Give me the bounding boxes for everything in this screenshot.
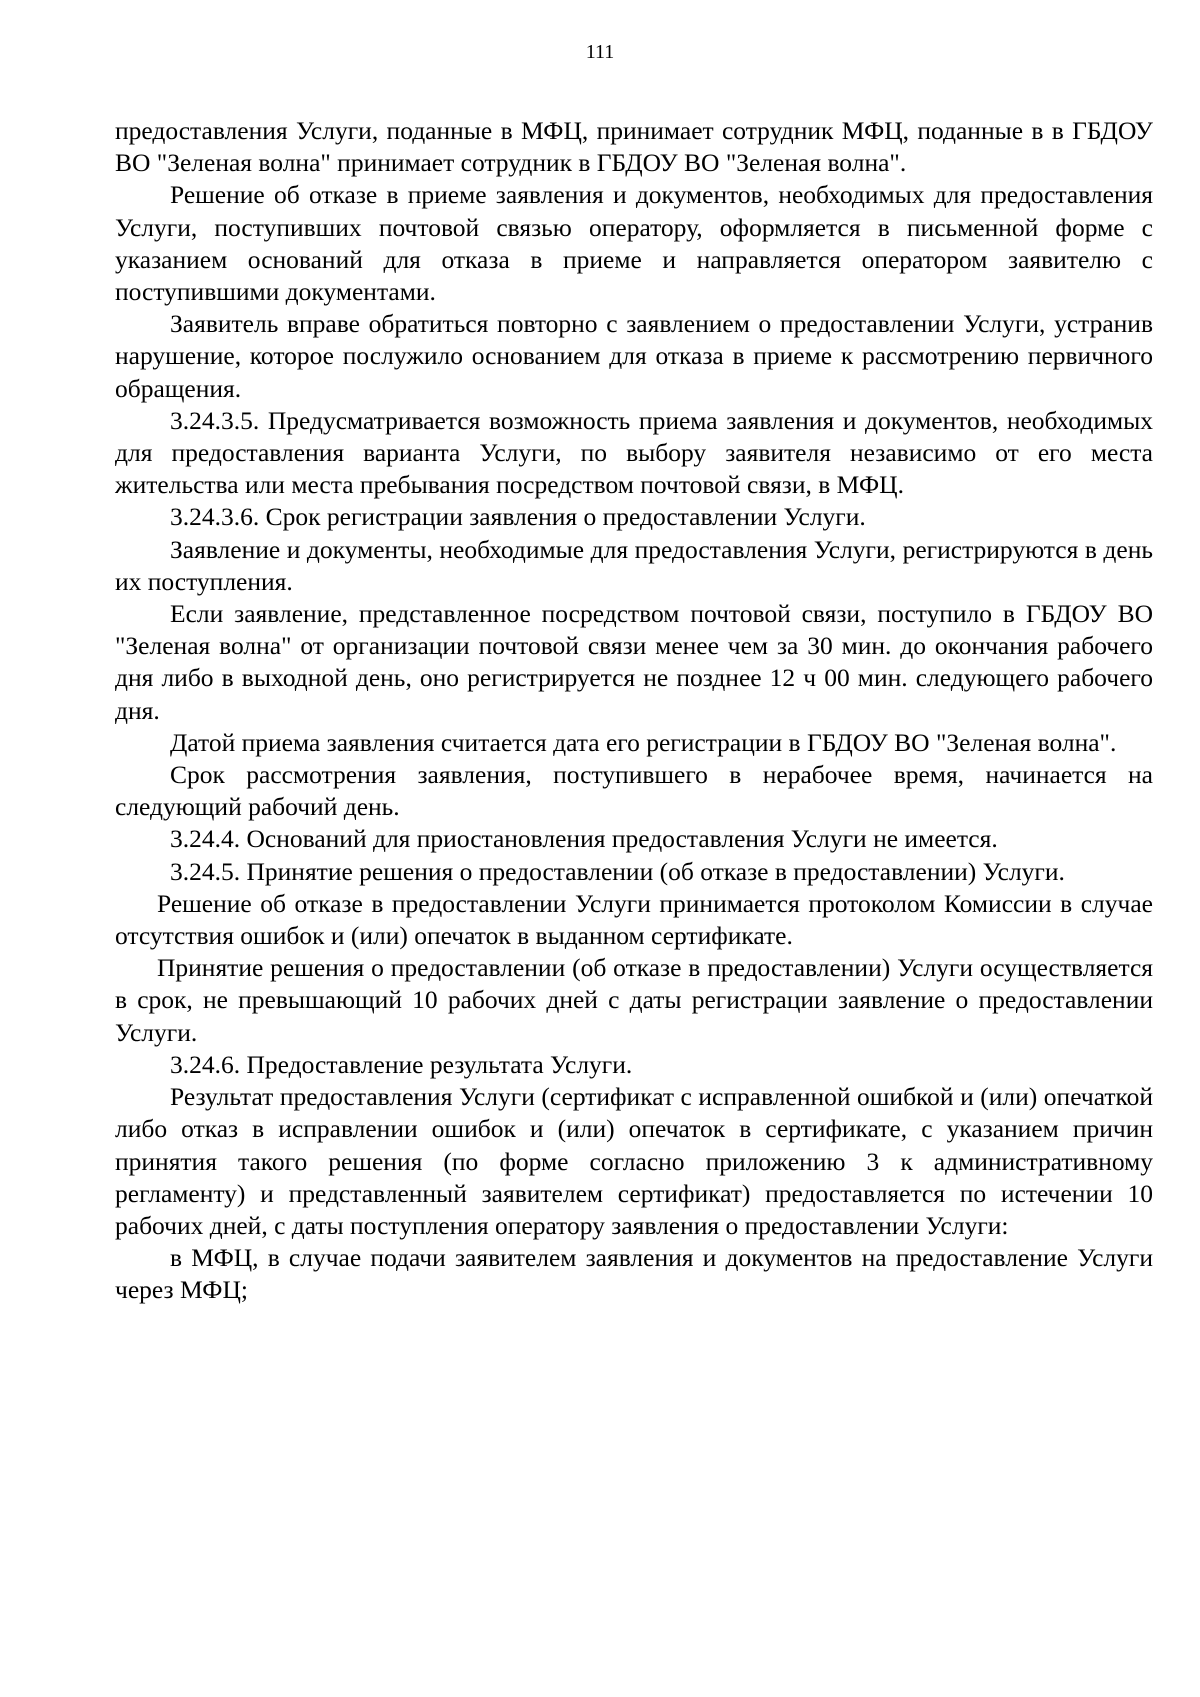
paragraph-registration-day: Заявление и документы, необходимые для предоставления Услуги, регистрируются в день их поступления.: [115, 534, 1153, 596]
document-body: [115, 115, 1153, 1307]
paragraph-3-24-3-5: 3.24.3.5. Предусматривается возможность приема заявления и документов, необходимых для предоставления варианта Услуги, по выбору заявителя независимо от его места жительства или места пребывания посредством почтовой связи, в МФЦ.: [115, 405, 1153, 500]
paragraph-3-24-6: 3.24.6. Предоставление результата Услуги.: [170, 1049, 633, 1079]
paragraph-refusal-protocol: Решение об отказе в предоставлении Услуги принимается протоколом Комиссии в случае отсутствия ошибок и (или) опечаток в выданном сертификате.: [115, 888, 1153, 951]
paragraph-repeat-application: Заявитель вправе обратиться повторно с заявлением о предоставлении Услуги, устранив нарушение, которое послужило основанием для отказа в приеме к рассмотрению первичного обращения.: [115, 309, 1153, 403]
paragraph-continuation: предоставления Услуги, поданные в МФЦ, принимает сотрудник МФЦ, поданные в в ГБДОУ ВО "Зеленая волна" принимает сотрудник в ГБДОУ ВО "Зеленая волна".: [115, 116, 1153, 178]
paragraph-3-24-4: 3.24.4. Оснований для приостановления предоставления Услуги не имеется.: [170, 824, 998, 854]
paragraph-refusal-decision: Решение об отказе в приеме заявления и документов, необходимых для предоставления Услуги, поступивших почтовой связью оператору, оформляется в письменной форме с указанием оснований для отказа в приеме и направляется оператором заявителю с поступившими документами.: [115, 180, 1153, 307]
paragraph-decision-term: Принятие решения о предоставлении (об отказе в предоставлении) Услуги осуществляется в срок, не превышающий 10 рабочих дней с даты регистрации заявление о предоставлении Услуги.: [115, 953, 1153, 1047]
paragraph-acceptance-date: Датой приема заявления считается дата его регистрации в ГБДОУ ВО "Зеленая волна".: [170, 727, 1117, 757]
page-number: 111: [585, 41, 615, 63]
paragraph-3-24-5: 3.24.5. Принятие решения о предоставлении (об отказе в предоставлении) Услуги.: [170, 856, 1065, 886]
paragraph-3-24-3-6: 3.24.3.6. Срок регистрации заявления о предоставлении Услуги.: [170, 502, 866, 532]
paragraph-non-working-time: Срок рассмотрения заявления, поступившего в нерабочее время, начинается на следующий рабочий день.: [115, 760, 1153, 822]
paragraph-postal-registration: Если заявление, представленное посредством почтовой связи, поступило в ГБДОУ ВО "Зеленая волна" от организации почтовой связи менее чем за 30 мин. до окончания рабочего дня либо в выходной день, оно регистрируется не позднее 12 ч 00 мин. следующего рабочего дня.: [115, 599, 1153, 725]
paragraph-mfc-delivery: в МФЦ, в случае подачи заявителем заявления и документов на предоставление Услуги через МФЦ;: [115, 1243, 1153, 1305]
paragraph-result: Результат предоставления Услуги (сертификат с исправленной ошибкой и (или) опечаткой либо отказ в исправлении ошибок и (или) опечаток в сертификате, с указанием причин принятия такого решения (по форме согласно приложению 3 к административному регламенту) и представленный заявителем сертификат) предоставляется по истечении 10 рабочих дней, с даты поступления оператору заявления о предоставлении Услуги:: [115, 1082, 1153, 1240]
